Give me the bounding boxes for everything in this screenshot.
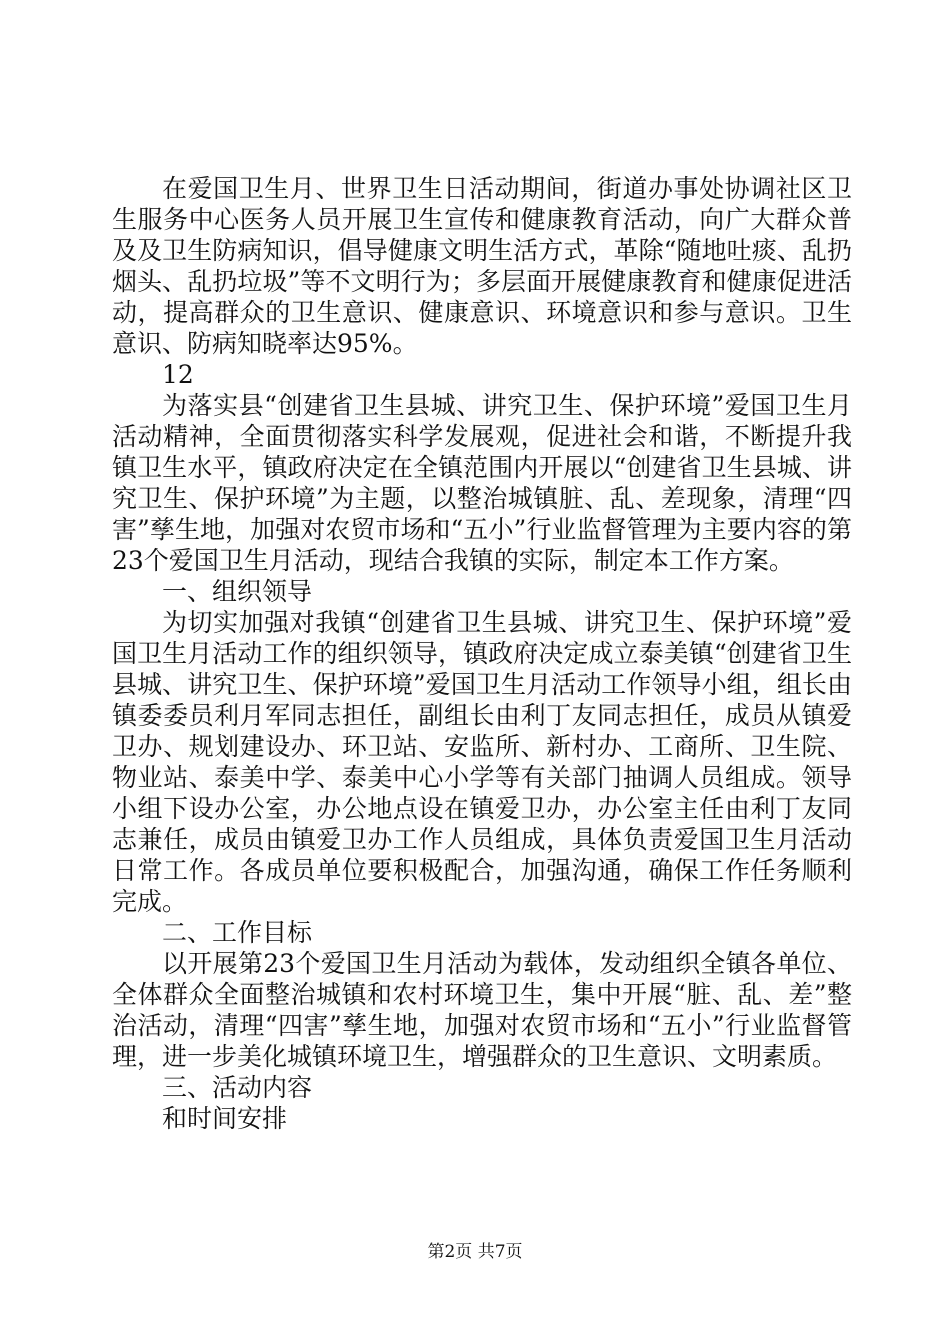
section-heading-organization: 一、组织领导 (162, 577, 313, 606)
section-heading-activities: 三、活动内容 (162, 1073, 313, 1102)
body-text (112, 173, 852, 1134)
section-heading-goals: 二、工作目标 (162, 918, 313, 947)
page-number: 第2页 共7页 (427, 1242, 523, 1262)
paragraph-leadership-group: 为切实加强对我镇“创建省卫生县城、讲究卫生、保护环境”爱国卫生月活动工作的组织领导，镇政府决定成立泰美镇“创建省卫生县城、讲究卫生、保护环境”爱国卫生月活动工作领导小组，组长由镇委委员利月军同志担任，副组长由利丁友同志担任，成员从镇爱卫办、规划建设办、环卫站、安监所、新村办、工商所、卫生院、物业站、泰美中学、泰美中心小学等有关部门抽调人员组成。领导小组下设办公室，办公地点设在镇爱卫办，办公室主任由利丁友同志兼任，成员由镇爱卫办工作人员组成，具体负责爱国卫生月活动日常工作。各成员单位要积极配合，加强沟通，确保工作任务顺利完成。 (112, 608, 852, 916)
paragraph-implementation-intro: 为落实县“创建省卫生县城、讲究卫生、保护环境”爱国卫生月活动精神，全面贯彻落实科学发展观，促进社会和谐，不断提升我镇卫生水平，镇政府决定在全镇范围内开展以“创建省卫生县城、讲究卫生、保护环境”为主题，以整治城镇脏、乱、差现象，清理“四害”孳生地，加强对农贸市场和“五小”行业监督管理为主要内容的第23个爱国卫生月活动，现结合我镇的实际，制定本工作方案。 (112, 391, 852, 575)
page-footer (0, 1242, 950, 1262)
paragraph-work-goals: 以开展第23个爱国卫生月活动为载体，发动组织全镇各单位、全体群众全面整治城镇和农村环境卫生，集中开展“脏、乱、差”整治活动，清理“四害”孳生地，加强对农贸市场和“五小”行业监督管理，进一步美化城镇环境卫生，增强群众的卫生意识、文明素质。 (112, 949, 852, 1071)
section-heading-schedule: 和时间安排 (162, 1104, 288, 1133)
paragraph-patriotic-health-month: 在爱国卫生月、世界卫生日活动期间，街道办事处协调社区卫生服务中心医务人员开展卫生宣传和健康教育活动，向广大群众普及及卫生防病知识，倡导健康文明生活方式，革除“随地吐痰、乱扔烟头、乱扔垃圾”等不文明行为；多层面开展健康教育和健康促进活动，提高群众的卫生意识、健康意识、环境意识和参与意识。卫生意识、防病知晓率达95%。 (112, 174, 852, 358)
paragraph-number: 12 (162, 360, 194, 389)
